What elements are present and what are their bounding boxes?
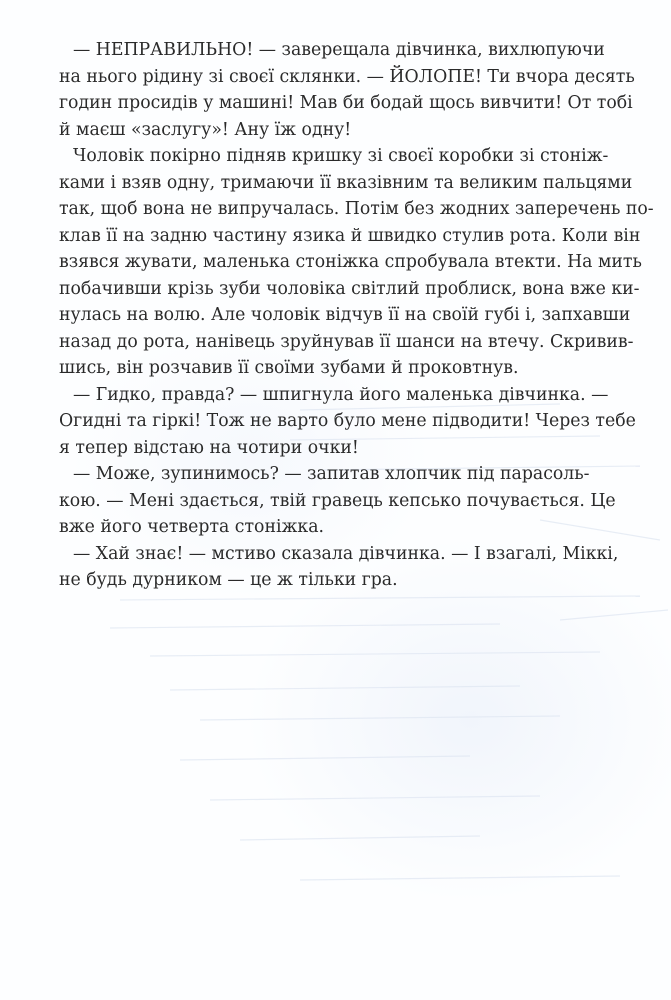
text-line: нулась на волю. Але чоловік відчув її на своїй губі і, запхавши xyxy=(59,305,631,325)
text-line: — Гидко, правда? — шпигнула його маленька дівчинка. — xyxy=(73,384,609,405)
paragraph-1 xyxy=(59,37,641,143)
body-text xyxy=(59,37,654,594)
text-line: на нього рідину зі своєї склянки. — ЙОЛОПЕ! Ти вчора десять xyxy=(59,66,635,87)
text-line: годин просидів у машині! Мав би бодай щось вивчити! От тобі xyxy=(59,93,633,113)
text-line: так, щоб вона не випручалась. Потім без жодних заперечень по- xyxy=(59,199,654,219)
text-line: — НЕПРАВИЛЬНО! — заверещала дівчинка, вихлюпуючи xyxy=(73,40,605,60)
text-line: ками і взяв одну, тримаючи її вказівним та великим пальцями xyxy=(59,172,633,193)
text-line: Чоловік покірно підняв кришку зі своєї коробки зі стоніж- xyxy=(73,146,609,166)
text-line: взявся жувати, маленька стоніжка спробувала втекти. На мить xyxy=(59,252,642,272)
text-line: шись, він розчавив її своїми зубами й проковтнув. xyxy=(59,358,519,378)
text-line: Огидні та гіркі! Тож не варто було мене підводити! Через тебе xyxy=(59,411,636,431)
text-line: назад до рота, нанівець зруйнував її шанси на втечу. Скривив- xyxy=(59,331,634,352)
text-line: кою. — Мені здається, твій гравець кепсько почувається. Це xyxy=(59,490,616,511)
paragraph-4 xyxy=(59,461,641,541)
paragraph-2 xyxy=(59,143,654,382)
text-line: побачивши крізь зуби чоловіка світлий проблиск, вона вже ки- xyxy=(59,278,640,299)
text-line: й маєш «заслугу»! Ану їж одну! xyxy=(59,119,352,140)
text-line: не будь дурником — це ж тільки гра. xyxy=(59,570,398,590)
text-line: вже його четверта стоніжка. xyxy=(59,517,324,537)
text-line: — Хай знає! — мстиво сказала дівчинка. — І взагалі, Міккі, xyxy=(73,543,619,564)
paragraph-5 xyxy=(59,541,641,594)
text-line: клав її на задню частину язика й швидко стулив рота. Коли він xyxy=(59,225,641,246)
paragraph-3 xyxy=(59,382,641,462)
text-line: — Може, зупинимось? — запитав хлопчик під парасоль- xyxy=(73,464,590,484)
text-line: я тепер відстаю на чотири очки! xyxy=(59,437,359,458)
